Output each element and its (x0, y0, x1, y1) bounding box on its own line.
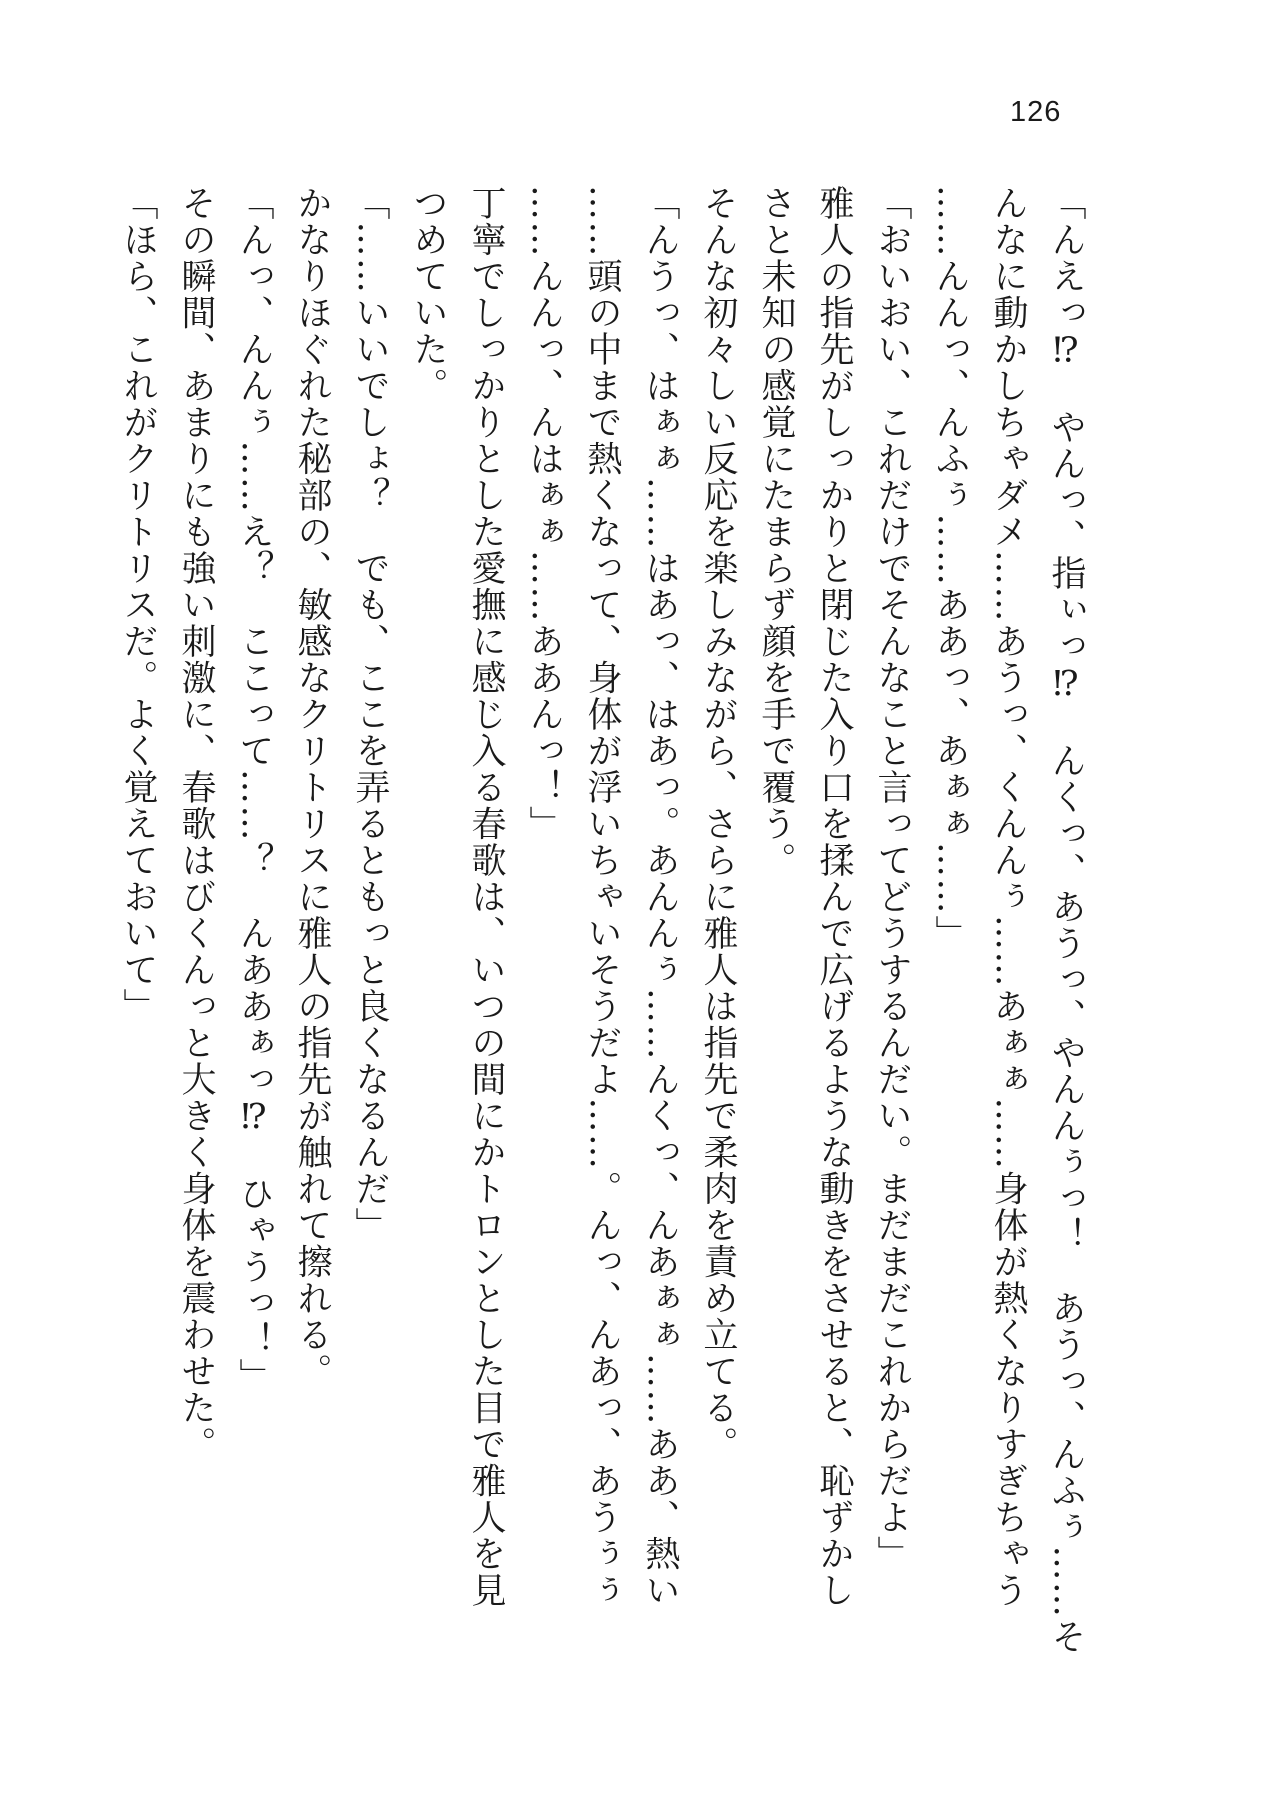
text-line: 雅人の指先がしっかりと閉じた入り口を揉んで広げるような動きをさせると、恥ずかし (814, 185, 854, 1609)
text-line: かなりほぐれた秘部の、敏感なクリトリスに雅人の指先が触れて擦れる。 (292, 185, 332, 1390)
text-line: 「……いいでしょ？ でも、ここを弄るともっと良くなるんだ」 (350, 185, 390, 1244)
text-line: ……んんっ、んふぅ……ああっ、あぁぁ……」 (930, 185, 970, 952)
page-number: 126 (1010, 96, 1062, 128)
text-line: 「んっ、んんぅ……え？ ここって……？ んああぁっ⁉ ひゃうっ！」 (234, 185, 274, 1395)
text-line: 「ほら、これがクリトリスだ。よく覚えておいて」 (118, 185, 158, 1025)
text-line: 「んえっ⁉ やんっ、指ぃっ⁉ んくっ、あうっ、やんんぅっ！ あうっ、んふぅ……そ (1046, 185, 1086, 1655)
text-line: ……んんっ、んはぁぁ……ああんっ！」 (524, 185, 564, 842)
text-line: 丁寧でしっかりとした愛撫に感じ入る春歌は、いつの間にかトロンとした目で雅人を見 (466, 185, 506, 1609)
text-line: 「おいおい、これだけでそんなこと言ってどうするんだい。まだまだこれからだよ」 (872, 185, 912, 1572)
text-line: さと未知の感覚にたまらず顔を手で覆う。 (756, 185, 796, 879)
text-line: そんな初々しい反応を楽しみながら、さらに雅人は指先で柔肉を責め立てる。 (698, 185, 738, 1463)
text-line: その瞬間、あまりにも強い刺激に、春歌はびくんっと大きく身体を震わせた。 (176, 185, 216, 1463)
text-line: んなに動かしちゃダメ……あうっ、くんんぅ……あぁぁ……身体が熱くなりすぎちゃう (988, 185, 1028, 1609)
body-text (109, 185, 1095, 1655)
text-line: ……頭の中まで熱くなって、身体が浮いちゃいそうだよ……。んっ、んあっ、あうぅぅ (582, 185, 622, 1609)
text-line: つめていた。 (408, 185, 448, 404)
text-line: 「んうっ、はぁぁ……はあっ、はあっ。あんんぅ……んくっ、んあぁぁ……ああ、熱い (640, 185, 680, 1609)
